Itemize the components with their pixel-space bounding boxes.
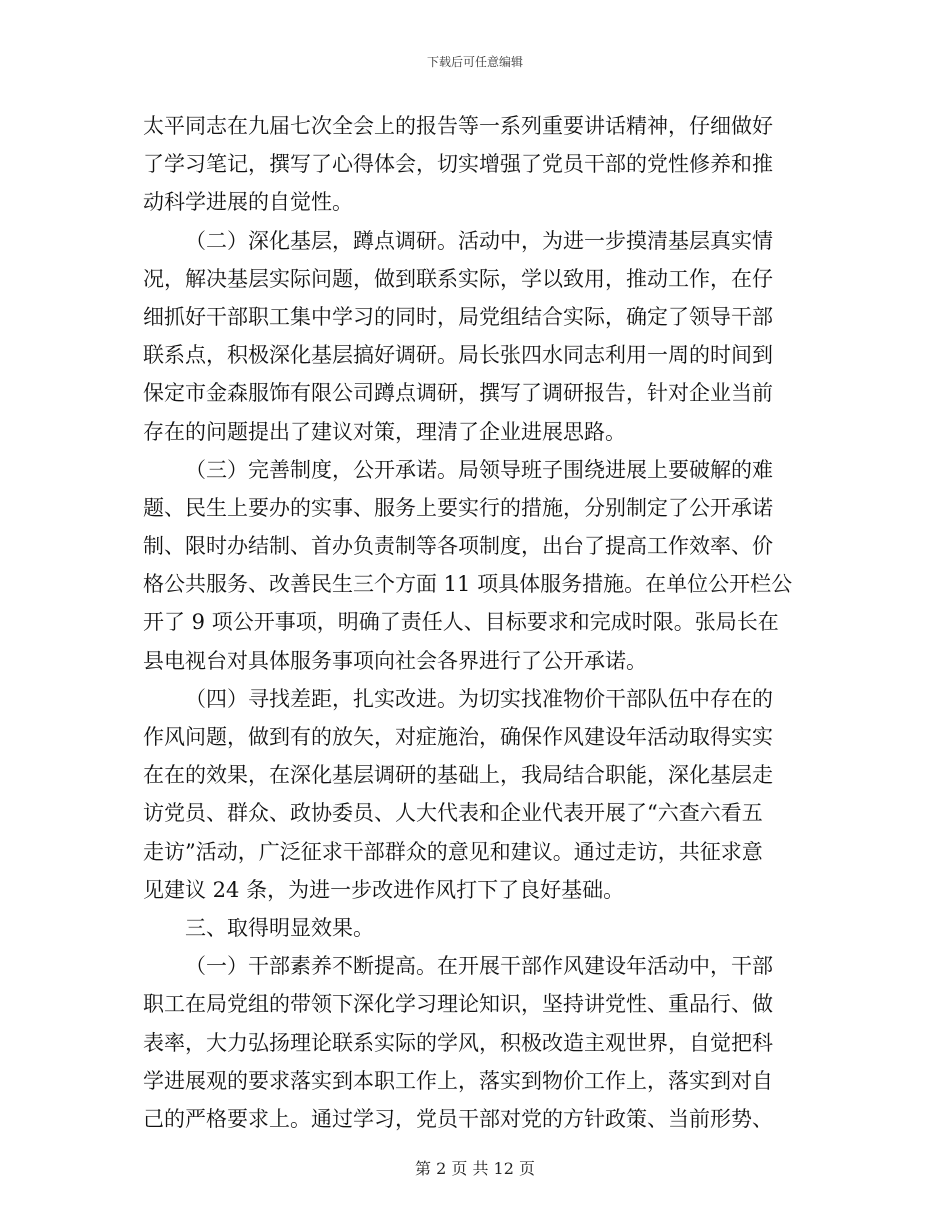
text-line: （三）完善制度，公开承诺。局领导班子围绕进展上要破解的难 — [185, 457, 773, 482]
body-text — [143, 107, 815, 1138]
text-line: （一）干部素养不断提高。在开展干部作风建设年活动中，干部 — [185, 954, 773, 979]
text-line: 走访”活动，广泛征求干部群众的意见和建议。通过走访，共征求意 — [143, 839, 763, 864]
text-line: 表率，大力弘扬理论联系实际的学风，积极改造主观世界，自觉把科 — [143, 1030, 773, 1055]
text-line: 动科学进展的自觉性。 — [143, 190, 353, 215]
text-line: 在在的效果，在深化基层调研的基础上，我局结合职能，深化基层走 — [143, 763, 773, 788]
text-line: 学进展观的要求落实到本职工作上，落实到物价工作上，落实到对自 — [143, 1068, 773, 1093]
text-line: 职工在局党组的带领下深化学习理论知识，坚持讲党性、重品行、做 — [143, 992, 773, 1017]
text-line: （二）深化基层，蹲点调研。活动中，为进一步摸清基层真实情 — [185, 228, 773, 253]
text-line: 题、民生上要办的实事、服务上要实行的措施，分别制定了公开承诺 — [143, 495, 773, 520]
text-line: （四）寻找差距，扎实改进。为切实找准物价干部队伍中存在的 — [185, 686, 773, 711]
text-line: 见建议 24 条，为进一步改进作风打下了良好基础。 — [143, 877, 625, 902]
text-line: 格公共服务、改善民生三个方面 11 项具体服务措施。在单位公开栏公 — [143, 572, 793, 597]
text-line: 己的严格要求上。通过学习，党员干部对党的方针政策、当前形势、 — [143, 1106, 773, 1131]
text-line: 访党员、群众、政协委员、人大代表和企业代表开展了“六查六看五 — [143, 801, 763, 826]
text-line: 保定市金森服饰有限公司蹲点调研，撰写了调研报告，针对企业当前 — [143, 381, 773, 406]
text-line: 太平同志在九届七次全会上的报告等一系列重要讲话精神，仔细做好 — [143, 114, 773, 138]
text-line: 制、限时办结制、首办负责制等各项制度，出台了提高工作效率、价 — [143, 534, 773, 559]
section-heading: 三、取得明显效果。 — [185, 915, 374, 940]
text-line: 县电视台对具体服务事项向社会各界进行了公开承诺。 — [143, 648, 647, 673]
text-line: 作风问题，做到有的放矢，对症施治，确保作风建设年活动取得实实 — [143, 725, 773, 749]
text-line: 开了 9 项公开事项，明确了责任人、目标要求和完成时限。张局长在 — [143, 610, 779, 635]
text-line: 了学习笔记，撰写了心得体会，切实增强了党员干部的党性修养和推 — [143, 152, 773, 177]
text-line: 况，解决基层实际问题，做到联系实际，学以致用，推动工作，在仔 — [143, 266, 773, 291]
text-line: 细抓好干部职工集中学习的同时，局党组结合实际，确定了领导干部 — [143, 304, 773, 329]
page-header: 下载后可任意编辑 — [426, 55, 523, 69]
text-line: 联系点，积极深化基层搞好调研。局长张四水同志利用一周的时间到 — [143, 343, 773, 368]
page-footer: 第 2 页 共 12 页 — [415, 1159, 535, 1178]
text-line: 存在的问题提出了建议对策，理清了企业进展思路。 — [143, 419, 626, 444]
